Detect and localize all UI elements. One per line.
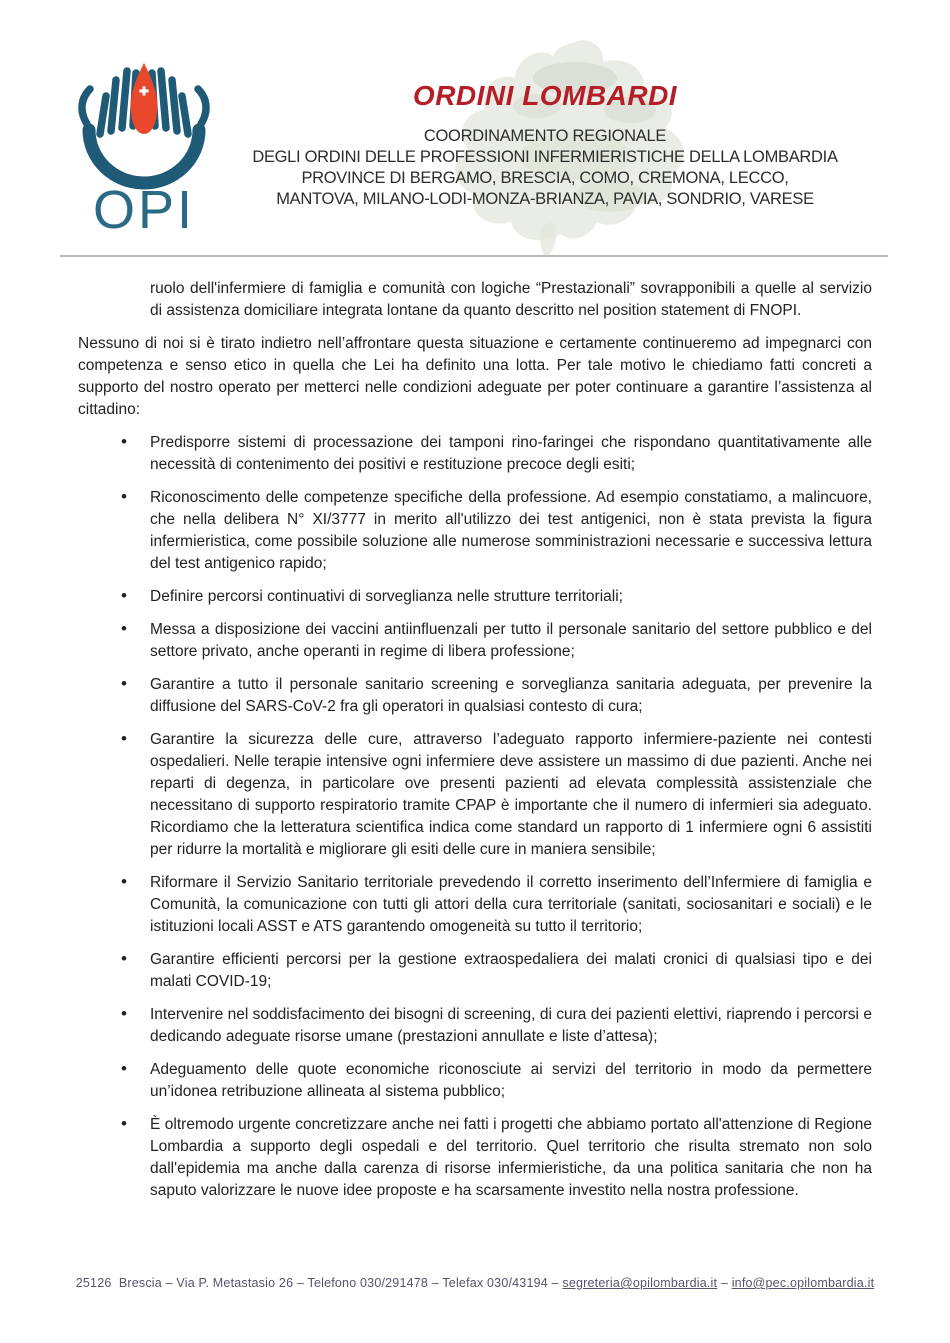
- footer: [40, 1276, 910, 1290]
- list-item: • Riconoscimento delle competenze specifiche della professione. Ad esempio constatiamo, a malincuore, che nella delibera N° XI/3777 in merito all'utilizzo dei test antigenici, non è stata prevista la figura infermieristica, come possibile soluzione alle numerose somministrazioni necessarie e successiva lettura del test antigenico rapido;: [150, 487, 872, 575]
- footer-email-link[interactable]: segreteria@opilombardia.it: [562, 1276, 718, 1290]
- paragraph: ruolo dell'infermiere di famiglia e comunità con logiche “Prestazionali” sovrapponibili a quelle al servizio di assistenza domiciliare integrata lontane da quanto descritto nel position statement di FNOPI.: [150, 280, 872, 319]
- paragraph: Nessuno di noi si è tirato indietro nell’affrontare questa situazione e certamente continueremo ad impegnarci con competenza e senso etico in quella che Lei ha definito una lotta. Per tale motivo le chiediamo fatti concreti a supporto del nostro operato per metterci nelle condizioni adeguate per poter continuare a garantire l’assistenza al cittadino:: [78, 335, 872, 418]
- list-item: • Messa a disposizione dei vaccini antiinfluenzali per tutto il personale sanitario del settore pubblico e del settore privato, anche operanti in regime di libera professione;: [150, 619, 872, 663]
- org-subtitle: [210, 126, 880, 210]
- list-item: • Intervenire nel soddisfacimento dei bisogni di screening, di cura dei pazienti elettivi, riaprendo i percorsi e dedicando adeguate risorse umane (prestazioni annullate e liste d’attesa);: [150, 1004, 872, 1048]
- org-title: ORDINI LOMBARDI: [412, 80, 678, 111]
- list-item: • Garantire efficienti percorsi per la gestione extraospedaliera dei malati cronici di qualsiasi tipo e dei malati COVID-19;: [150, 949, 872, 993]
- footer-separator: –: [717, 1276, 732, 1290]
- list-item: • Garantire la sicurezza delle cure, attraverso l’adeguato rapporto infermiere-paziente nei contesti ospedalieri. Nelle terapie intensive ogni infermiere deve assistere un massimo di due pazienti. Anche nei reparti di degenza, in particolare ove presenti pazienti ad elevata complessità assistenziale che necessitano di supporto respiratorio tramite CPAP è importante che il numero di infermieri sia adeguato. Ricordiamo che la letteratura scientifica indica come standard un rapporto di 1 infermiere ogni 6 assistiti per ridurre la mortalità e migliorare gli esiti delle cure in maniera sensibile;: [150, 729, 872, 861]
- letterhead-text: [210, 80, 880, 210]
- opi-logo: [68, 50, 220, 242]
- org-subtitle-line: COORDINAMENTO REGIONALE: [423, 127, 667, 145]
- org-subtitle-line: DEGLI ORDINI DELLE PROFESSIONI INFERMIERISTICHE DELLA LOMBARDIA: [252, 148, 838, 166]
- footer-pec-link[interactable]: info@pec.opilombardia.it: [731, 1276, 875, 1290]
- list-item: • Predisporre sistemi di processazione dei tamponi rino-faringei che rispondano quantitativamente alle necessità di contenimento dei positivi e restituzione precoce degli esiti;: [150, 432, 872, 476]
- list-item: • Definire percorsi continuativi di sorveglianza nelle strutture territoriali;: [150, 586, 872, 608]
- logo-acronym: OPI: [92, 180, 196, 240]
- list-item: • Adeguamento delle quote economiche riconosciute ai servizi del territorio in modo da permettere un’idonea retribuzione allineata al sistema pubblico;: [150, 1059, 872, 1103]
- list-item: • Garantire a tutto il personale sanitario screening e sorveglianza sanitaria adeguata, per prevenire la diffusione del SARS-CoV-2 fra gli operatori in qualsiasi contesto di cura;: [150, 674, 872, 718]
- list-item: • Riformare il Servizio Sanitario territoriale prevedendo il corretto inserimento dell’Infermiere di famiglia e Comunità, la comunicazione con tutti gli attori della cura territoriale (sanitati, sociosanitari e sociali) e le istituzioni locali ASST e ATS garantendo omogeneità su tutto il territorio;: [150, 872, 872, 938]
- letter-body: [78, 278, 872, 1202]
- org-subtitle-line: MANTOVA, MILANO-LODI-MONZA-BRIANZA, PAVIA, SONDRIO, VARESE: [276, 190, 814, 208]
- list-item: • È oltremodo urgente concretizzare anche nei fatti i progetti che abbiamo portato all'attenzione di Regione Lombardia a supporto degli ospedali e del territorio. Quel territorio che risulta stremato non solo dall'epidemia ma anche dalla carenza di risorse infermieristiche, da una politica sanitaria che non ha saputo valorizzare le nuove idee proposte e ha scarsamente investito nella nostra professione.: [150, 1114, 872, 1202]
- footer-address: 25126 Brescia – Via P. Metastasio 26 – Telefono 030/291478 – Telefax 030/43194 –: [75, 1276, 563, 1290]
- letterhead: [0, 0, 950, 257]
- demands-list: [78, 432, 872, 1202]
- org-subtitle-line: PROVINCE DI BERGAMO, BRESCIA, COMO, CREMONA, LECCO,: [301, 169, 789, 187]
- header-divider: [60, 255, 888, 257]
